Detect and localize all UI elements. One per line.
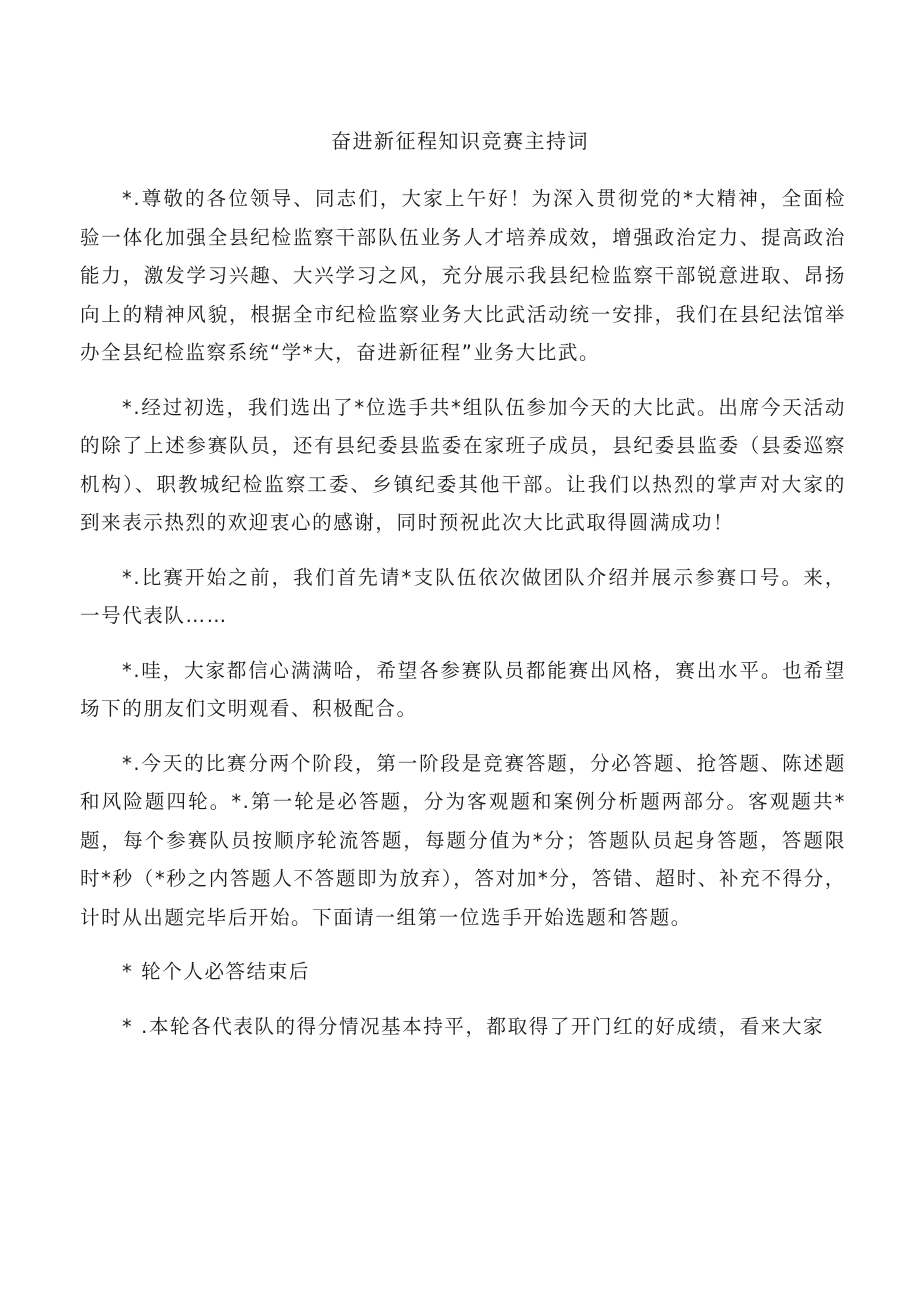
paragraph-round-summary: * .本轮各代表队的得分情况基本持平，都取得了开门红的好成绩，看来大家 <box>122 1014 825 1038</box>
paragraph-encouragement: *.哇，大家都信心满满哈，希望各参赛队员都能赛出风格，赛出水平。也希望场下的朋友们文明观看、积极配合。 <box>80 658 846 720</box>
document-body <box>80 180 846 1046</box>
paragraph-team-introduction: *.比赛开始之前，我们首先请*支队伍依次做团队介绍并展示参赛口号。来，一号代表队…… <box>80 565 846 627</box>
paragraph-opening-greeting: *.尊敬的各位领导、同志们，大家上午好！为深入贯彻党的*大精神，全面检验一体化加强全县纪检监察干部队伍业务人才培养成效，增强政治定力、提高政治能力，激发学习兴趣、大兴学习之风，充分展示我县纪检监察干部锐意进取、昂扬向上的精神风貌，根据全市纪检监察业务大比武活动统一安排，我们在县纪法馆举办全县纪检监察系统“学*大，奋进新征程”业务大比武。 <box>80 187 846 364</box>
paragraph-round-end-note: * 轮个人必答结束后 <box>122 960 310 983</box>
paragraph-competition-rules: *.今天的比赛分两个阶段，第一阶段是竞赛答题，分必答题、抢答题、陈述题和风险题四轮。*.第一轮是必答题，分为客观题和案例分析题两部分。客观题共*题，每个参赛队员按顺序轮流答题，每题分值为*分；答题队员起身答题，答题限时*秒（*秒之内答题人不答题即为放弃），答对加*分，答错、超时、补充不得分，计时从出题完毕后开始。下面请一组第一位选手开始选题和答题。 <box>80 751 846 929</box>
document-title: 奋进新征程知识竞赛主持词 <box>331 129 589 153</box>
paragraph-participants-intro: *.经过初选，我们选出了*位选手共*组队伍参加今天的大比武。出席今天活动的除了上述参赛队员，还有县纪委县监委在家班子成员，县纪委县监委（县委巡察机构）、职教城纪检监察工委、乡镇纪委其他干部。让我们以热烈的掌声对大家的到来表示热烈的欢迎衷心的感谢，同时预祝此次大比武取得圆满成功！ <box>80 395 846 534</box>
